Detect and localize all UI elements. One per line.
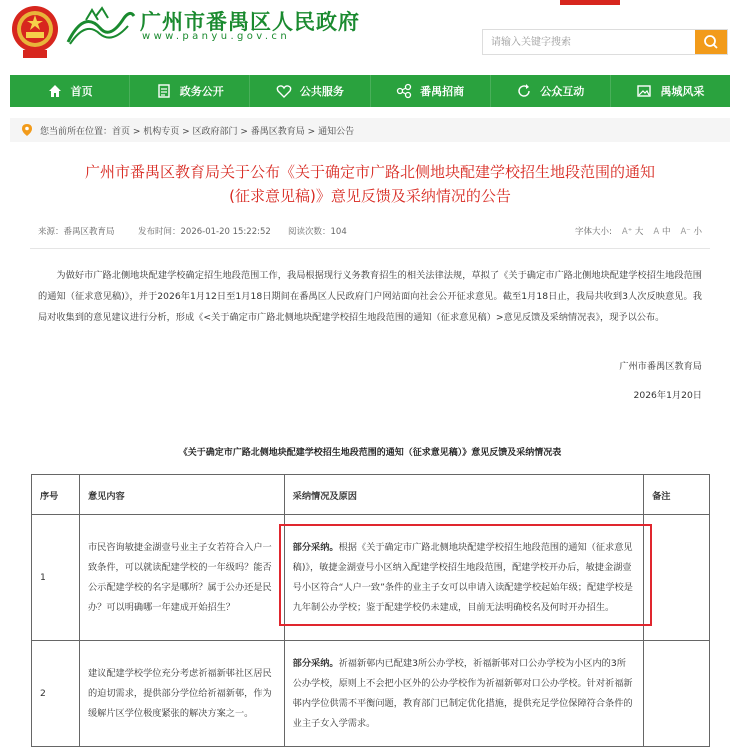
table-header-row <box>32 475 710 515</box>
site-url: www.panyu.gov.cn <box>142 31 291 42</box>
nav-item-city-scenery[interactable] <box>611 75 730 107</box>
note-cell <box>644 641 710 747</box>
document-icon <box>156 83 172 99</box>
main-nav <box>10 75 730 107</box>
panyu-logo-icon <box>66 6 136 46</box>
adoption-reason: 祈福新邨内已配建3所公办学校，祈福新邨对口公办学校为小区内的3所公办学校，原则上不会把小区外的公办学校作为祈福新邨对口公办学校。针对祈福新邨内学位供需不平衡问题，教育部门已制定优化措施，提供充足学位保障符合条件的业主子女入学需求。 <box>292 657 633 729</box>
table-header-cell: 序号 <box>32 475 80 515</box>
feedback-table <box>31 474 710 747</box>
table-header-cell: 采纳情况及原因 <box>284 475 643 515</box>
network-icon <box>396 83 412 99</box>
opinion-cell: 建议配建学校学位充分考虑祈福新邨社区居民的迫切需求，提供部分学位给祈福新邨，作为缓解片区学位极度紧张的解决方案之一。 <box>79 641 284 747</box>
location-pin-icon <box>22 124 32 136</box>
nav-item-label: 番禺招商 <box>420 85 465 98</box>
article-meta <box>38 225 702 239</box>
font-size-label: 字体大小: <box>575 227 612 237</box>
font-size-large-button[interactable]: A⁺ 大 <box>621 227 644 237</box>
site-header <box>0 0 740 75</box>
font-medium-icon: A <box>653 227 662 237</box>
opinion-cell: 市民咨询敏捷金湖壹号业主子女若符合入户一致条件，可以就读配建学校的一年级吗？能否公示配建学校的名字是哪所？属于公办还是民办？可以明确哪一年建成开始招生？ <box>79 515 284 641</box>
adoption-status: 部分采纳。 <box>292 541 339 553</box>
nav-item-interaction[interactable] <box>491 75 611 107</box>
breadcrumb <box>10 118 730 142</box>
breadcrumb-prefix: 您当前所在位置： <box>40 126 113 137</box>
refresh-icon <box>516 83 532 99</box>
search-input[interactable] <box>483 30 695 54</box>
article-body: 为做好市广路北侧地块配建学校确定招生地段范围工作，我局根据现行义务教育招生的相关法律法规，草拟了《关于确定市广路北侧地块配建学校招生地段范围的通知（征求意见稿)》，并于2026年1月12日至1月18日期间在番禺区人民政府门户网站面向社会公开征求意见。截至1月18日止，我局共收到3人次反映意见。我局对收集到的意见建议进行分析，形成《<关于确定市广路北侧地块配建学校招生地段范围的通知（征求意见稿）>意见反馈及采纳情况表》，现予以公布。 <box>38 270 702 323</box>
top-accent-tab <box>560 0 620 5</box>
row-number: 1 <box>32 515 80 641</box>
article-views: 阅读次数：104 <box>288 227 347 237</box>
article-publish-time: 发布时间：2026-01-20 15:22:52 <box>138 227 271 237</box>
adoption-cell <box>284 515 643 641</box>
signature-date: 2026年1月20日 <box>633 390 702 401</box>
note-cell <box>644 515 710 641</box>
adoption-reason: 根据《关于确定市广路北侧地块配建学校招生地段范围的通知（征求意见稿)》，敏捷金湖壹号小区纳入配建学校招生地段范围，配建学校开办后，敏捷金湖壹号小区符合“人户一致”条件的业主子女可以申请入读配建学校起始年级；配建学校是九年制公办学校；鉴于配建学校仍未建成，目前无法明确校名及何时开办招生。 <box>292 541 633 613</box>
nav-item-label: 公共服务 <box>299 85 344 98</box>
signature-org: 广州市番禺区教育局 <box>619 361 702 372</box>
table-row <box>32 641 710 747</box>
article-source: 来源：番禺区教育局 <box>38 227 115 237</box>
meta-divider <box>30 248 710 249</box>
adoption-status: 部分采纳。 <box>292 657 339 669</box>
table-row <box>32 515 710 641</box>
image-icon <box>636 83 652 99</box>
font-size-control <box>575 225 702 237</box>
home-icon <box>47 83 63 99</box>
nav-item-investment[interactable] <box>371 75 491 107</box>
font-size-medium-button[interactable]: A 中 <box>653 227 671 237</box>
national-emblem-icon <box>10 3 60 61</box>
font-size-small-button[interactable]: A⁻ 小 <box>680 227 702 237</box>
article-title-line1: 广州市番禺区教育局关于公布《关于确定市广路北侧地块配建学校招生地段范围的通知 <box>84 163 655 181</box>
search-icon <box>703 34 719 50</box>
nav-item-label: 公众互动 <box>540 85 585 98</box>
site-name: 广州市番禺区人民政府 <box>140 10 360 34</box>
table-header-cell: 备注 <box>644 475 710 515</box>
row-number: 2 <box>32 641 80 747</box>
font-decrease-icon: A⁻ <box>680 227 694 237</box>
search-button[interactable] <box>695 30 727 54</box>
nav-item-label: 禺城风采 <box>660 85 705 98</box>
search-bar <box>482 29 728 55</box>
table-title: 《关于确定市广路北侧地块配建学校招生地段范围的通知（征求意见稿）》意见反馈及采纳情况表 <box>178 448 562 458</box>
article-title <box>30 160 710 208</box>
table-header-cell: 意见内容 <box>79 475 284 515</box>
nav-item-public-services[interactable] <box>250 75 370 107</box>
heart-icon <box>276 83 292 99</box>
breadcrumb-path[interactable]: 首页 > 机构专页 > 区政府部门 > 番禺区教育局 > 通知公告 <box>112 126 355 137</box>
adoption-cell <box>284 641 643 747</box>
nav-item-label: 政务公开 <box>179 85 224 98</box>
article-title-line2: (征求意见稿)》意见反馈及采纳情况的公告 <box>229 187 511 205</box>
nav-item-government-affairs[interactable] <box>130 75 250 107</box>
font-increase-icon: A⁺ <box>621 227 635 237</box>
nav-item-label: 首页 <box>70 85 93 98</box>
nav-item-home[interactable] <box>10 75 130 107</box>
